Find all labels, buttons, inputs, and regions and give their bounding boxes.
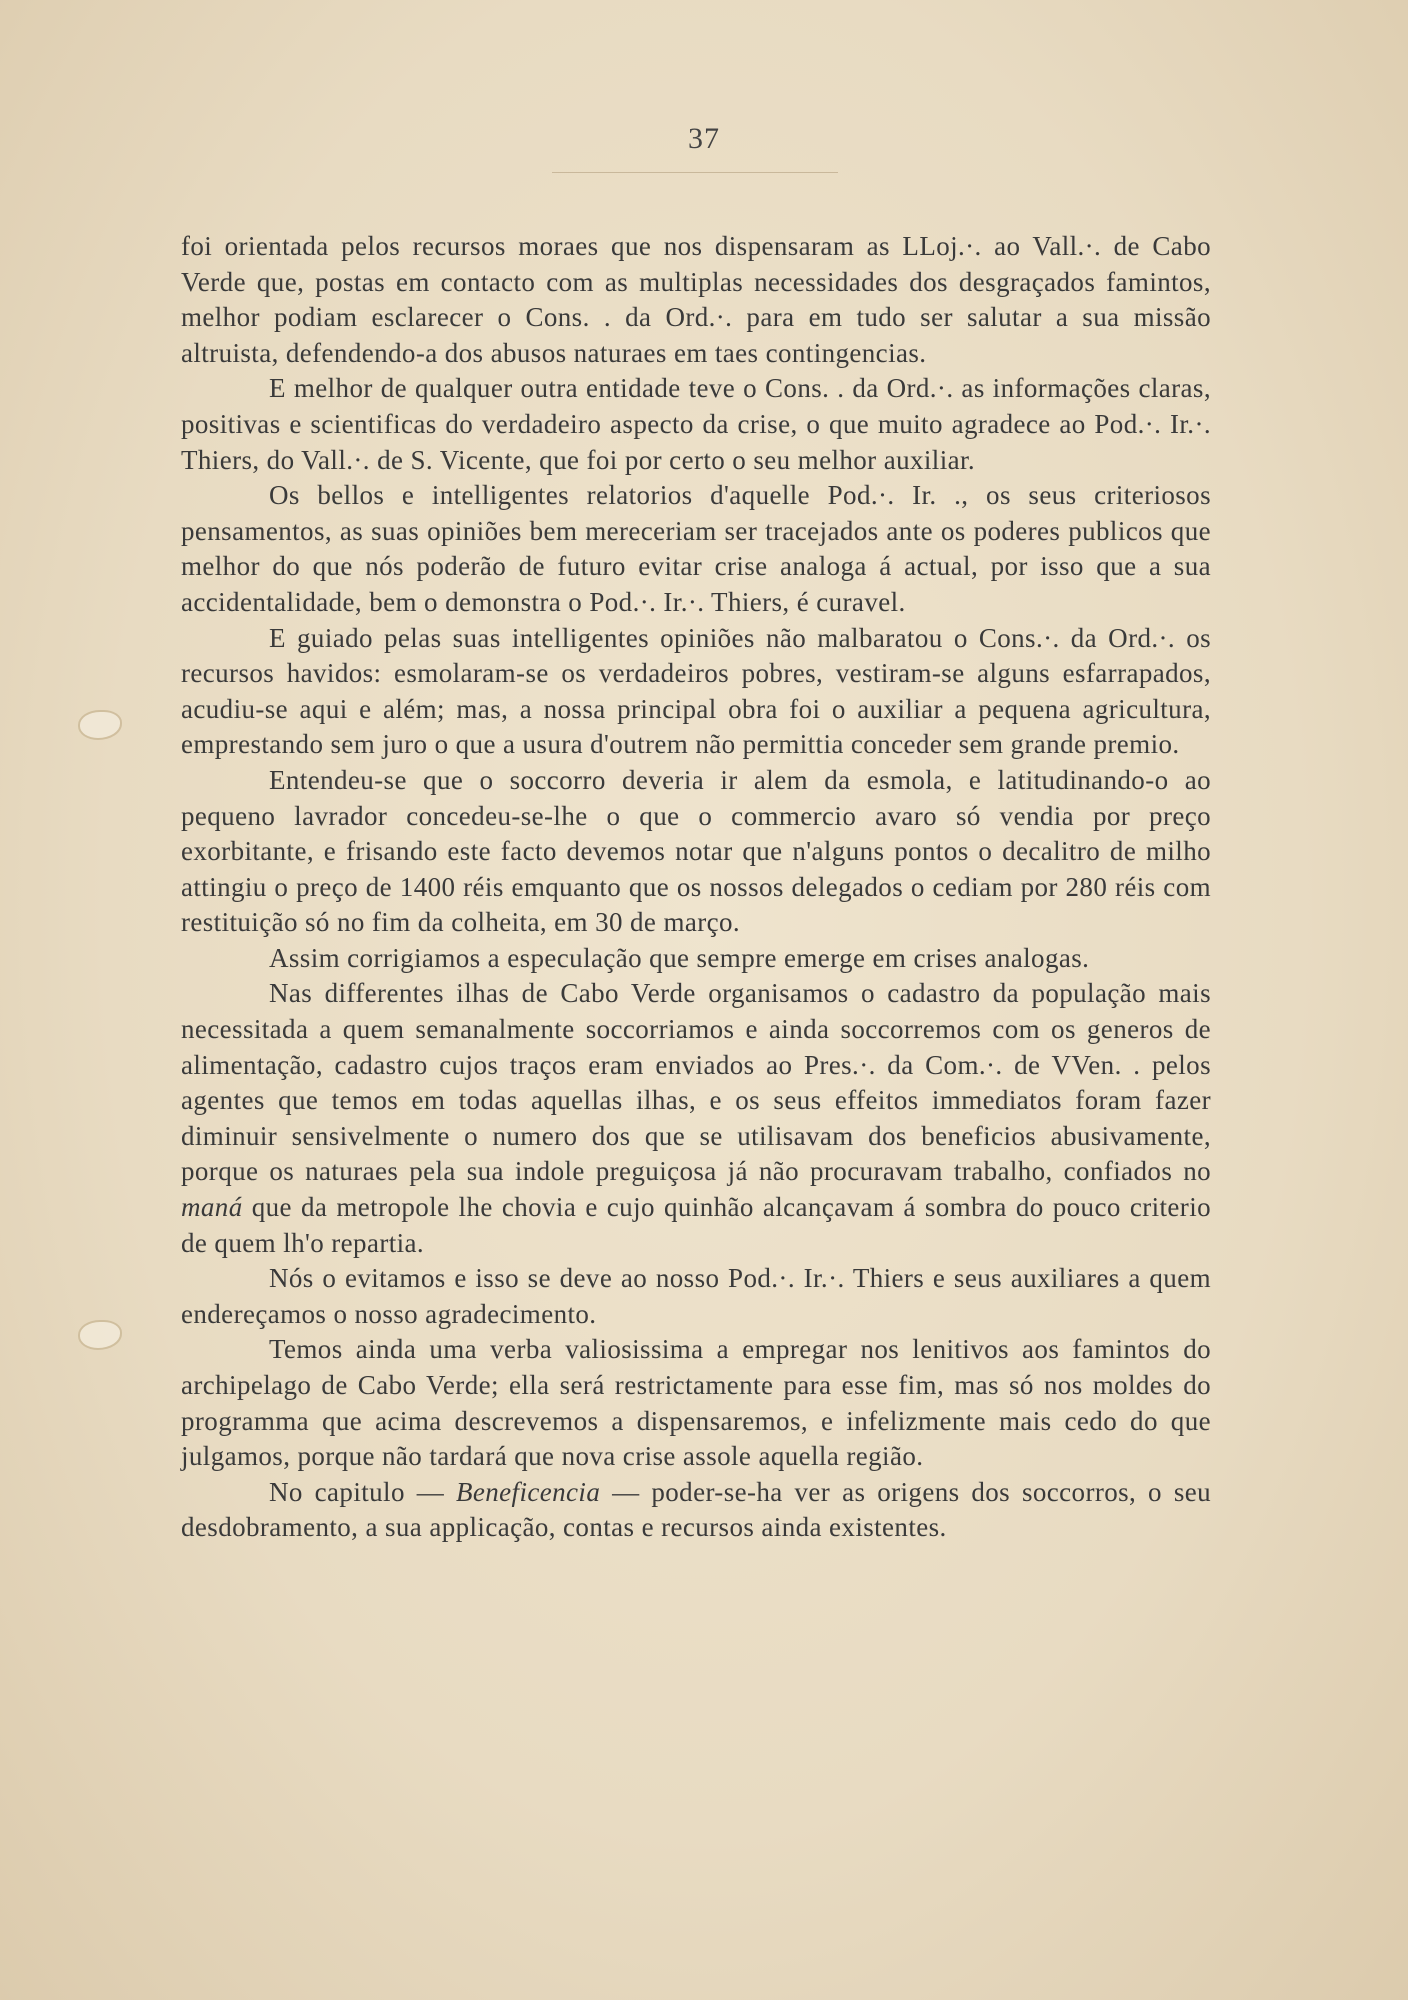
paragraph-text: Nas differentes ilhas de Cabo Verde organisamos o cadastro da população mais necessitada a quem semanalmente soccorriamos e ainda soccorremos com os generos de alimentação, cadastro cujos traços eram enviados ao Pres.·. da Com.·. de VVen. . pelos agentes que temos em todas aquellas ilhas, e os seus effeitos immediatos foram fazer diminuir sensivelmente o numero dos que se utilisavam dos beneficios abusivamente, porque os naturaes pela sua indole preguiçosa já não procuravam trabalho, confiados no [181,978,1211,1187]
paragraph: Nós o evitamos e isso se deve ao nosso Pod.·. Ir.·. Thiers e seus auxiliares a quem endereçamos o nosso agradecimento. [181,1263,1211,1329]
italic-term: Beneficencia [456,1476,601,1507]
paragraph [181,1475,1211,1546]
body-text [181,229,1211,1546]
paper-stain [80,1322,120,1348]
italic-term: maná [181,1192,243,1223]
paragraph-text: que da metropole lhe chovia e cujo quinhão alcançavam á sombra do pouco criterio de quem lh'o repartia. [181,1192,1211,1258]
paragraph: E guiado pelas suas intelligentes opiniões não malbaratou o Cons.·. da Ord.·. os recursos havidos: esmolaram-se os verdadeiros pobres, vestiram-se alguns esfarrapados, acudiu-se aqui e além; mas, a nossa principal obra foi o auxiliar a pequena agricultura, emprestando sem juro o que a usura d'outrem não permittia conceder sem grande premio. [181,622,1211,760]
page-number: 37 [688,122,720,155]
paragraph: E melhor de qualquer outra entidade teve o Cons. . da Ord.·. as informações claras, positivas e scientificas do verdadeiro aspecto da crise, o que muito agradece ao Pod.·. Ir.·. Thiers, do Vall.·. de S. Vicente, que foi por certo o seu melhor auxiliar. [181,373,1211,475]
paragraph: Temos ainda uma verba valiosissima a empregar nos lenitivos aos famintos do archipelago de Cabo Verde; ella será restrictamente para esse fim, mas só nos moldes do programma que acima descrevemos a dispensaremos, e infelizmente mais cedo do que julgamos, porque não tardará que nova crise assole aquella região. [181,1334,1211,1472]
paragraph: Entendeu-se que o soccorro deveria ir alem da esmola, e latitudinando-o ao pequeno lavrador concedeu-se-lhe o que o commercio avaro só vendia por preço exorbitante, e frisando este facto devemos notar que n'alguns pontos o decalitro de milho attingiu o preço de 1400 réis emquanto que os nossos delegados o cediam por 280 réis com restituição só no fim da colheita, em 30 de março. [181,764,1211,938]
paragraph-text: — poder-se-ha ver as origens dos soccorros, o seu desdobramento, a sua applicação, contas e recursos ainda existentes. [181,1476,1212,1543]
header-rule [552,172,838,173]
paragraph-text: No capitulo — [269,1476,445,1507]
paragraph [181,976,1211,1261]
paper-stain [80,712,120,738]
paragraph: Assim corrigiamos a especulação que sempre emerge em crises analogas. [269,942,1090,973]
paragraph: Os bellos e intelligentes relatorios d'aquelle Pod.·. Ir. ., os seus criteriosos pensamentos, as suas opiniões bem mereceriam ser tracejados ante os poderes publicos que melhor do que nós poderão de futuro evitar crise analoga á actual, por isso que a sua accidentalidade, bem o demonstra o Pod.·. Ir.·. Thiers, é curavel. [181,480,1211,617]
paragraph: foi orientada pelos recursos moraes que nos dispensaram as LLoj.·. ao Vall.·. de Cabo Verde que, postas em contacto com as multiplas necessidades dos desgraçados famintos, melhor podiam esclarecer o Cons. . da Ord.·. para em tudo ser salutar a sua missão altruista, defendendo-a dos abusos naturaes em taes contingencias. [181,231,1211,368]
